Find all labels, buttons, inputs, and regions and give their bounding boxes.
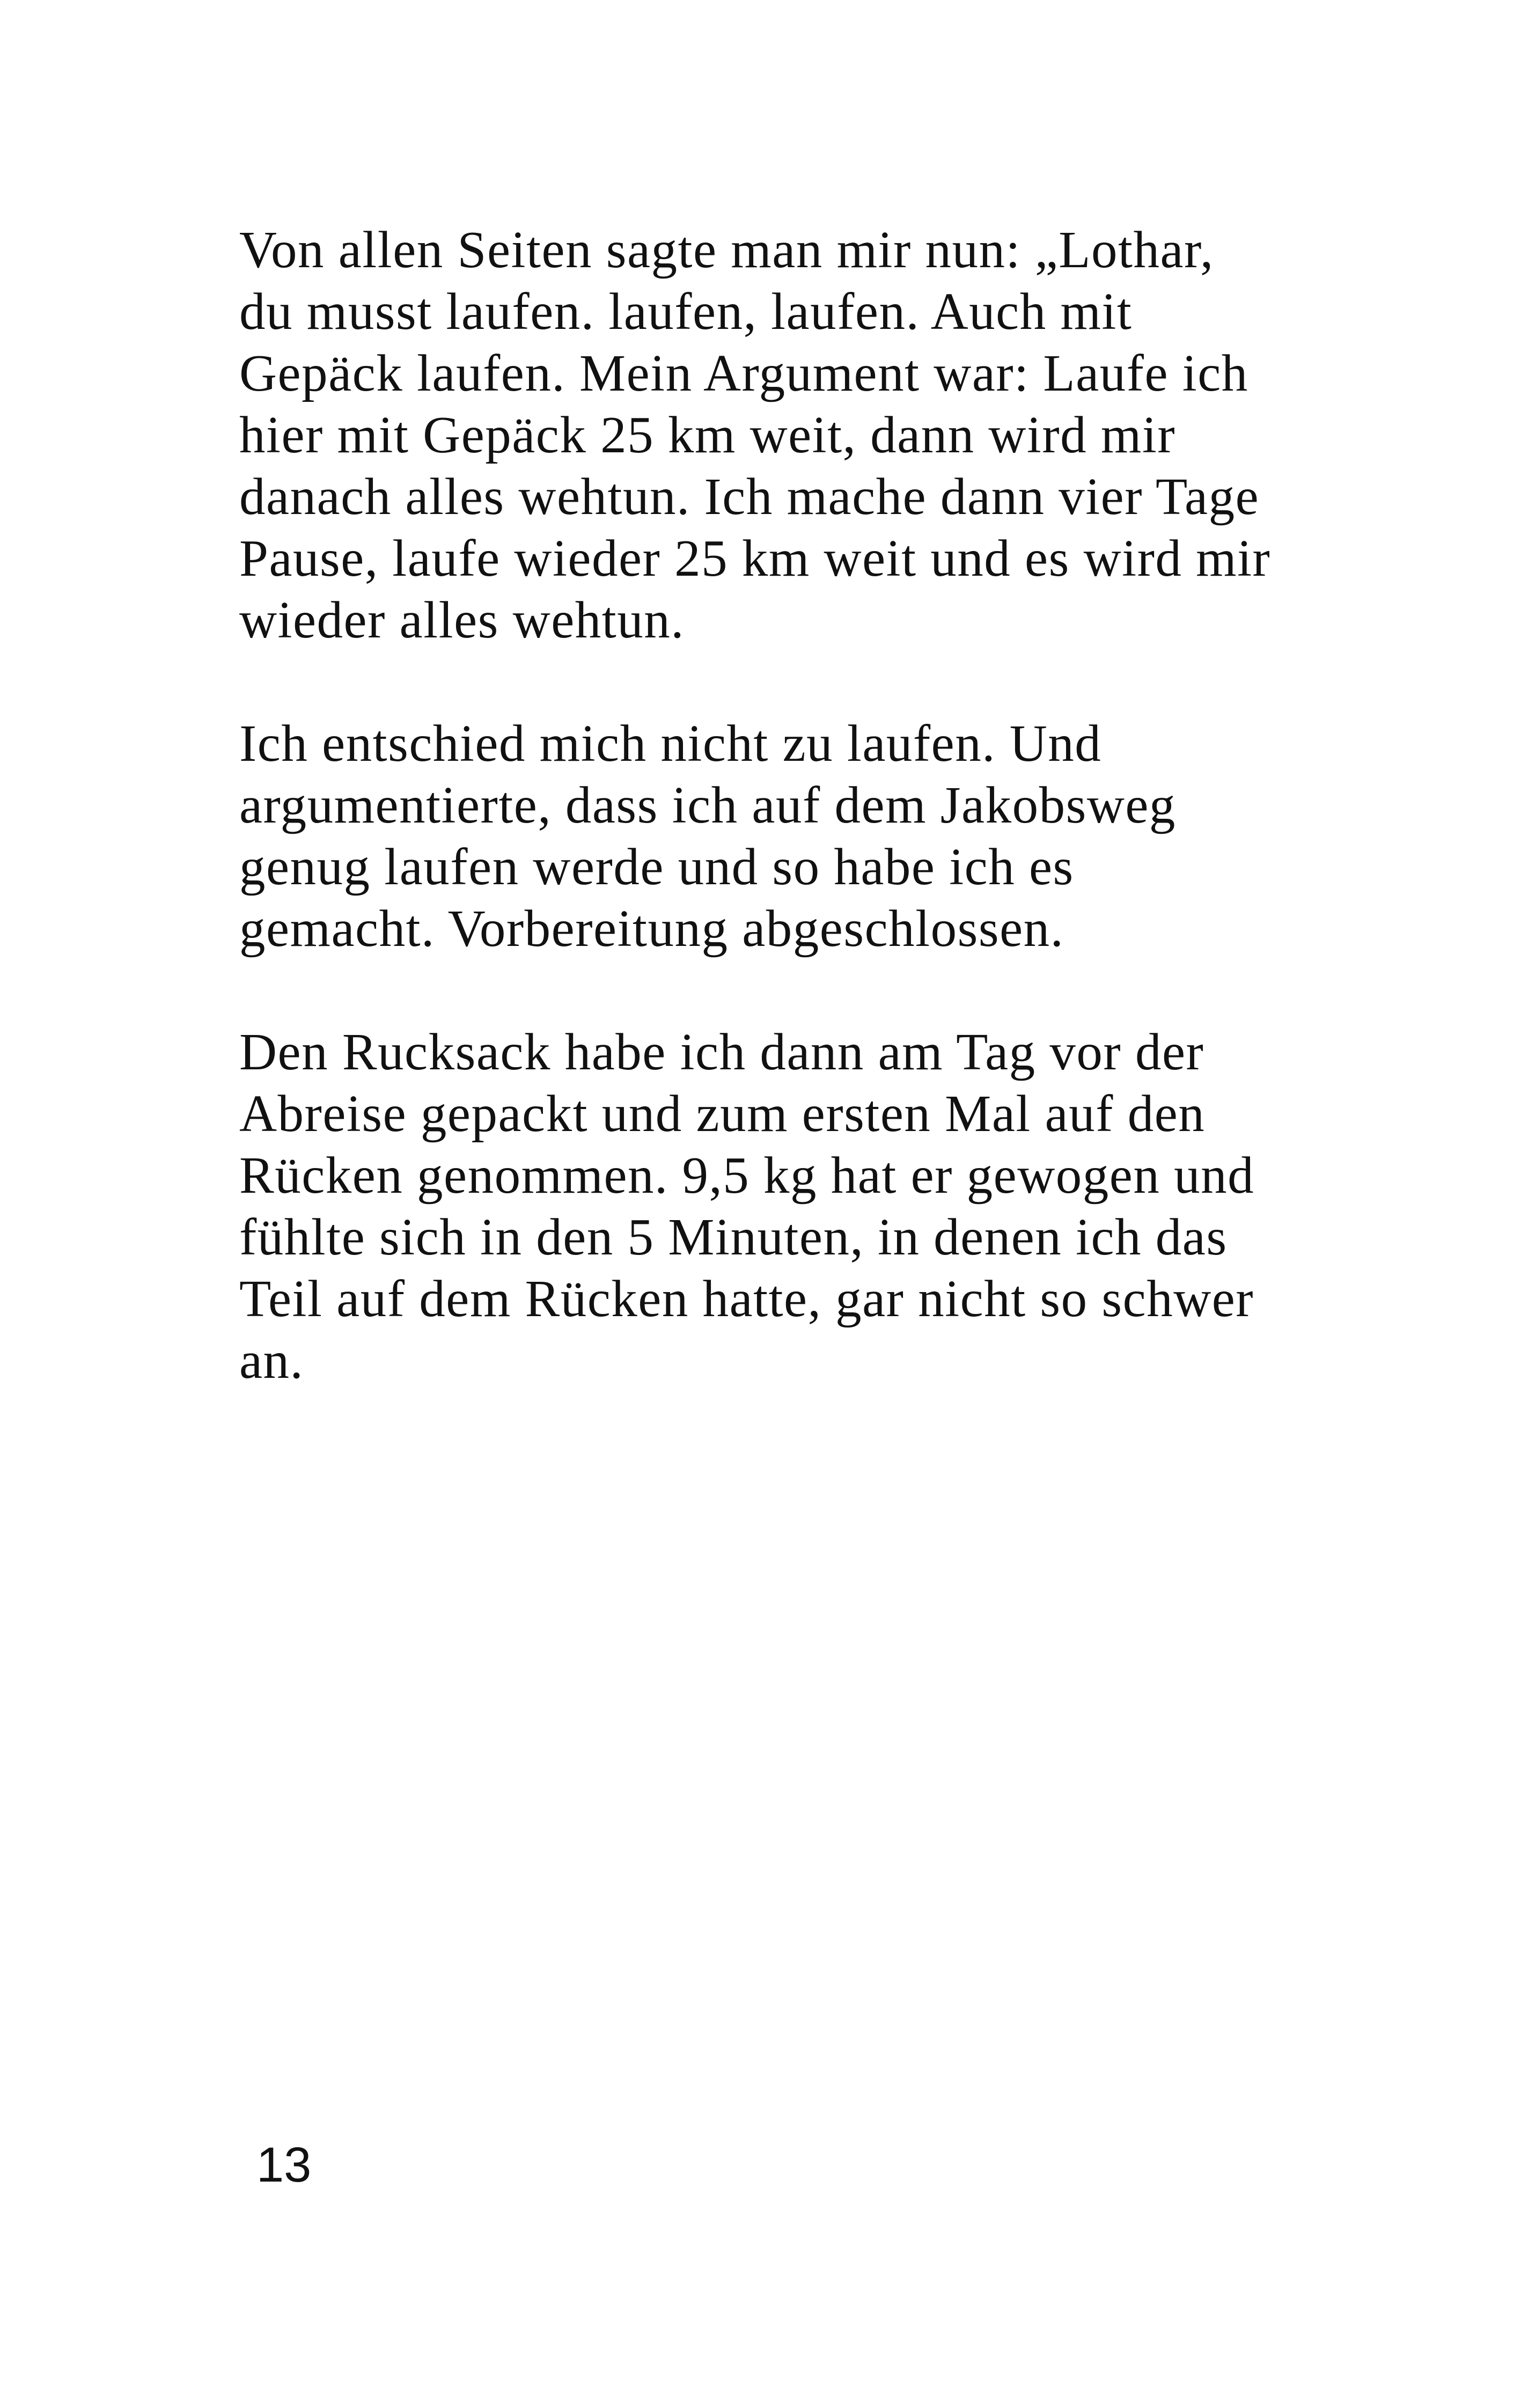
text-line: gemacht. Vorbereitung abgeschlossen.	[239, 900, 1064, 957]
text-line: wieder alles wehtun.	[239, 591, 685, 649]
text-line: hier mit Gepäck 25 km weit, dann wird mir	[239, 406, 1176, 464]
body-text	[239, 219, 1291, 1391]
text-line: Den Rucksack habe ich dann am Tag vor der	[239, 1023, 1204, 1081]
text-line: Teil auf dem Rücken hatte, gar nicht so schwer	[239, 1270, 1254, 1327]
text-line: Von allen Seiten sagte man mir nun: „Lothar,	[239, 221, 1214, 278]
text-line: argumentierte, dass ich auf dem Jakobsweg	[239, 776, 1176, 834]
text-line: fühlte sich in den 5 Minuten, in denen ich das	[239, 1208, 1228, 1266]
text-line: Pause, laufe wieder 25 km weit und es wird mir	[239, 530, 1271, 587]
text-line: danach alles wehtun. Ich mache dann vier Tage	[239, 468, 1260, 525]
text-line: Gepäck laufen. Mein Argument war: Laufe ich	[239, 344, 1248, 402]
text-line: du musst laufen. laufen, laufen. Auch mit	[239, 283, 1133, 340]
text-line: Abreise gepackt und zum ersten Mal auf den	[239, 1085, 1206, 1142]
text-line: Rücken genommen. 9,5 kg hat er gewogen und	[239, 1147, 1255, 1204]
paragraph-3	[239, 1021, 1291, 1391]
text-line: an.	[239, 1332, 304, 1389]
paragraph-2	[239, 713, 1291, 959]
text-line: Ich entschied mich nicht zu laufen. Und	[239, 715, 1102, 772]
page-number: 13	[256, 2138, 312, 2192]
text-line: genug laufen werde und so habe ich es	[239, 838, 1074, 895]
paragraph-1	[239, 219, 1291, 651]
